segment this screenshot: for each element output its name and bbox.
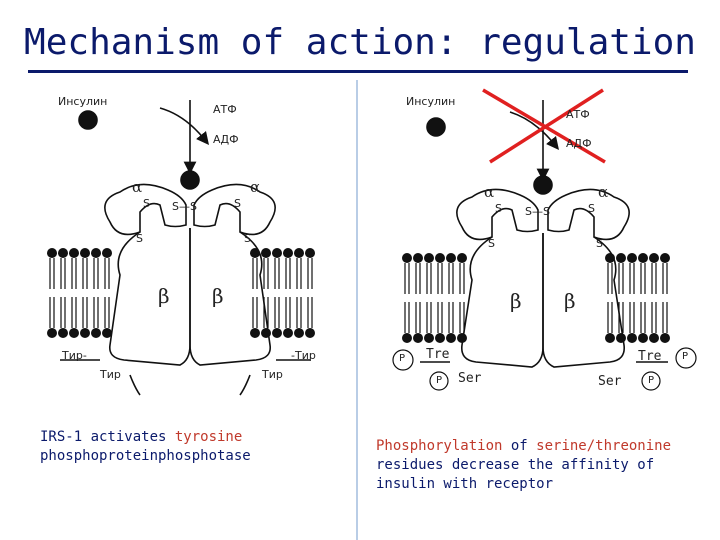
inhibition-cross	[483, 90, 605, 162]
left-insulin-bound	[181, 171, 199, 189]
p-label-3: P	[682, 351, 689, 362]
left-tyr-membrane-right: -Тир	[291, 349, 316, 362]
right-beta-1: β	[510, 289, 522, 313]
left-beta-1: β	[158, 284, 170, 308]
p-label-2: P	[436, 375, 443, 386]
left-tyr-bottom-left: Тир	[100, 368, 121, 381]
left-alpha-2: α	[250, 178, 261, 196]
ser-right: Ser	[598, 374, 622, 389]
left-receptor	[60, 100, 310, 395]
right-caption: Phosphorylation of serine/threonine residues decrease the affinity of insulin with receptor	[376, 438, 672, 492]
left-s-2: S	[234, 197, 241, 210]
tre-right: Tre	[638, 349, 662, 364]
p-label-4: P	[648, 375, 655, 386]
right-atp-label: АТФ	[566, 108, 590, 121]
right-s-1: S	[495, 202, 502, 215]
left-tyr-membrane-left: Тир-	[62, 349, 87, 362]
page-title: Mechanism of action: regulation	[24, 22, 696, 63]
left-beta-2: β	[212, 284, 224, 308]
right-insulin-bound	[534, 176, 552, 194]
left-caption: IRS-1 activates tyrosine phosphoproteinphosphotase	[40, 429, 251, 464]
right-s-4: S	[596, 237, 603, 250]
left-ss: S—S	[172, 200, 197, 213]
right-insulin-label: Инсулин	[406, 95, 456, 108]
left-atp-label: АТФ	[213, 103, 237, 116]
left-tyr-bottom-right: Тир	[262, 368, 283, 381]
left-adp-label: АДФ	[213, 133, 239, 146]
left-s-4: S	[244, 232, 251, 245]
left-insulin-label: Инсулин	[58, 95, 108, 108]
right-beta-2: β	[564, 289, 576, 313]
left-alpha-1: α	[132, 178, 143, 196]
right-alpha-1: α	[484, 183, 495, 201]
right-ss: S—S	[525, 205, 550, 218]
left-s-1: S	[143, 197, 150, 210]
right-adp-label: АДФ	[566, 137, 592, 150]
right-s-3: S	[488, 237, 495, 250]
right-alpha-2: α	[598, 183, 609, 201]
left-insulin-dot	[79, 111, 97, 129]
tre-left: Tre	[426, 347, 450, 362]
left-s-3: S	[136, 232, 143, 245]
ser-left: Ser	[458, 371, 482, 386]
right-receptor	[420, 100, 668, 367]
right-s-2: S	[588, 202, 595, 215]
p-label-1: P	[399, 353, 406, 364]
right-insulin-dot	[427, 118, 445, 136]
